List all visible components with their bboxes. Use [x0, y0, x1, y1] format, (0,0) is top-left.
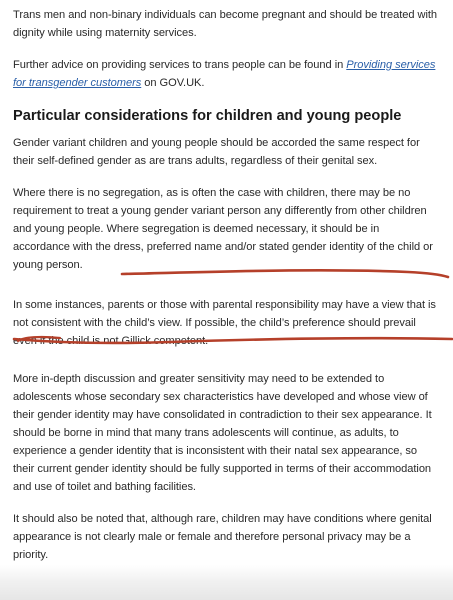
paragraph-adolescents: More in-depth discussion and greater sensitivity may need to be extended to adolescents whose secondary sex characteristics have developed and whose view of their gender identity may have consolidated in contradiction to their sex appearance. It should be borne in mind that many trans adolescents will continue, as adults, to experience a gender identity that is inconsistent with their natal sex appearance, so their current gender identity should be fully supported in terms of their accommodation and use of toilet and bathing facilities.: [13, 373, 432, 493]
advice-text-after: on GOV.UK.: [141, 77, 205, 89]
paragraph-maternity: Trans men and non-binary individuals can become pregnant and should be treated with dignity while using maternity services.: [13, 9, 438, 39]
paragraph-respect: Gender variant children and young people should be accorded the same respect for their self-defined gender as are trans adults, regardless of their genital sex.: [13, 137, 420, 167]
paragraph-further-advice: [13, 56, 438, 92]
bottom-fade-overlay: [0, 565, 453, 600]
section-heading: Particular considerations for children and young people: [13, 108, 402, 124]
paragraph-genital-appearance: It should also be noted that, although rare, children may have conditions where genital appearance is not clearly male or female and therefore personal privacy may be a priority.: [13, 513, 432, 561]
paragraph-segregation: Where there is no segregation, as is often the case with children, there may be no requirement to treat a young gender variant person any differently from other children and young people. Where segregation is deemed necessary, it should be in accordance with the dress, preferred name and/or stated gender identity of the child or young person.: [13, 187, 433, 271]
paragraph-parental-view: In some instances, parents or those with parental responsibility may have a view that is not consistent with the child’s view. If possible, the child’s preference should prevail even if the child is not Gillick competent.: [13, 299, 436, 347]
document-content: [13, 6, 438, 578]
advice-text-before: Further advice on providing services to trans people can be found in: [13, 59, 347, 71]
providing-services-link[interactable]: Providing services for transgender customers: [13, 59, 436, 89]
